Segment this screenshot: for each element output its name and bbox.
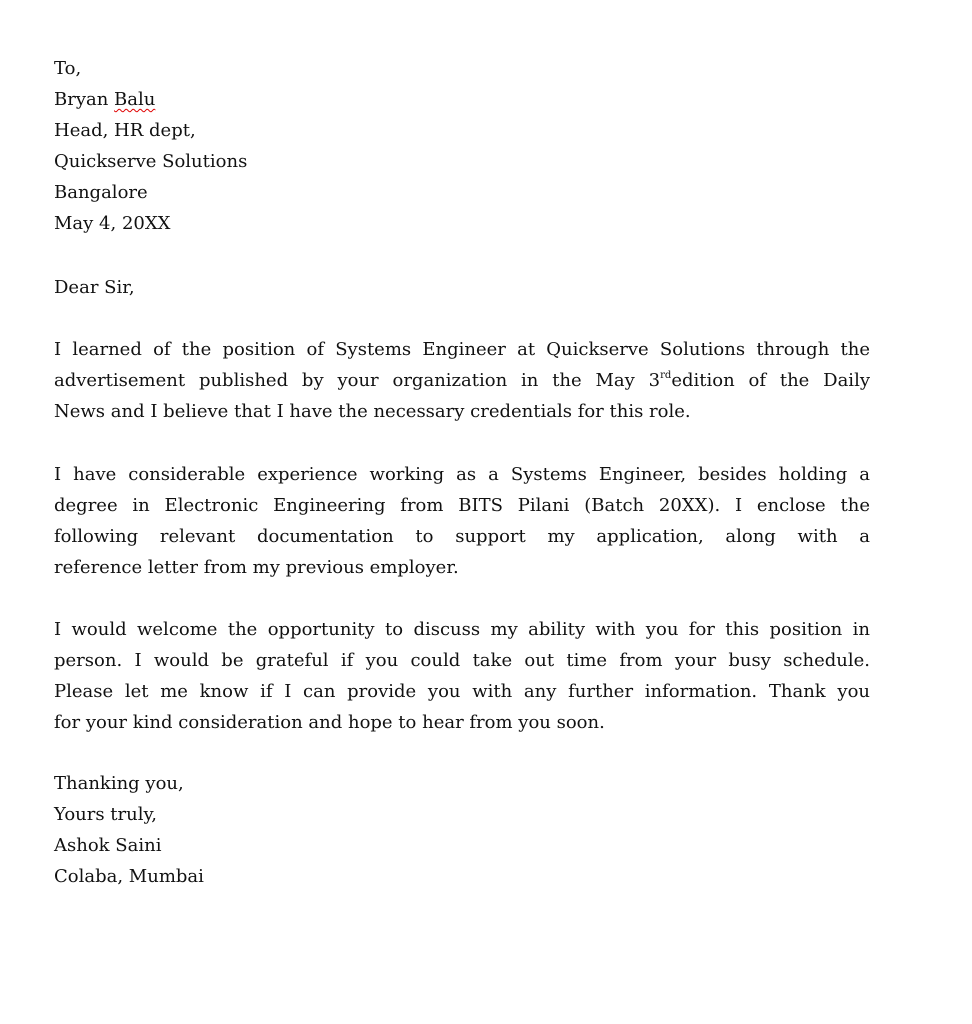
sender-location: Colaba, Mumbai	[54, 866, 204, 887]
letter-date: May 4, 20XX	[54, 213, 171, 234]
paragraph-3-line-4: for your kind consideration and hope to hear from you soon.	[54, 712, 605, 733]
paragraph-2-line-2: degree in Electronic Engineering from BITS Pilani (Batch 20XX). I enclose the	[54, 495, 870, 516]
recipient-name	[54, 88, 155, 112]
paragraph-1-line-2a: advertisement published by your organization in the May 3	[54, 370, 661, 391]
recipient-first-name: Bryan	[54, 89, 115, 110]
paragraph-1-line-1: I learned of the position of Systems Engineer at Quickserve Solutions through the	[54, 339, 870, 360]
paragraph-3	[54, 614, 870, 738]
sender-name: Ashok Saini	[54, 835, 162, 856]
closing-thanks: Thanking you,	[54, 773, 184, 794]
closing-signoff: Yours truly,	[54, 804, 157, 825]
paragraph-3-line-1: I would welcome the opportunity to discuss my ability with you for this position in	[54, 619, 870, 640]
recipient-surname-misspelled: Balu	[114, 89, 156, 110]
recipient-name-text	[54, 89, 155, 110]
paragraph-2	[54, 459, 870, 583]
paragraph-2-line-4: reference letter from my previous employer.	[54, 557, 459, 578]
salutation: Dear Sir,	[54, 277, 135, 298]
ordinal-suffix: rd	[660, 370, 672, 381]
paragraph-2-line-3: following relevant documentation to support my application, along with a	[54, 526, 870, 547]
paragraph-1-line-2b: edition of the Daily	[671, 370, 870, 391]
recipient-title: Head, HR dept,	[54, 120, 196, 141]
paragraph-1	[54, 334, 870, 427]
paragraph-2-line-1: I have considerable experience working as a Systems Engineer, besides holding a	[54, 464, 870, 485]
paragraph-1-line-2	[54, 365, 870, 396]
paragraph-1-line-3: News and I believe that I have the necessary credentials for this role.	[54, 401, 691, 422]
recipient-company: Quickserve Solutions	[54, 151, 248, 172]
to-label: To,	[54, 58, 82, 79]
recipient-city: Bangalore	[54, 182, 148, 203]
paragraph-3-line-3: Please let me know if I can provide you with any further information. Thank you	[54, 681, 870, 702]
paragraph-3-line-2: person. I would be grateful if you could take out time from your busy schedule.	[54, 650, 870, 671]
